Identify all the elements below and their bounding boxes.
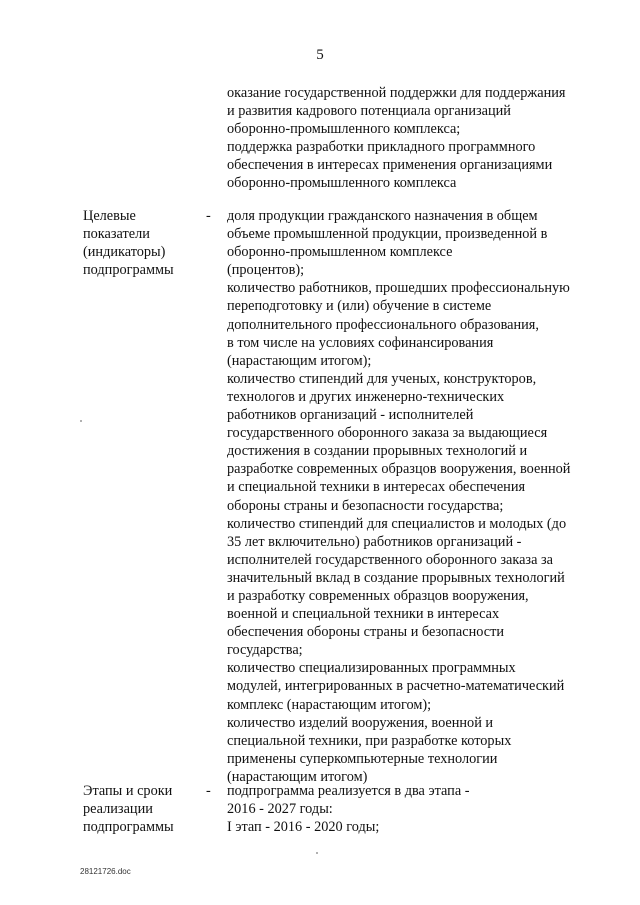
value-line: и специальной техники в интересах обеспечения <box>227 479 526 496</box>
label-line: реализации <box>83 801 153 818</box>
value-line: военной и специальной техники в интересах <box>227 606 500 623</box>
value-line: государства; <box>227 642 303 659</box>
value-line: обороны страны и безопасности государства; <box>227 497 504 514</box>
value-line: (нарастающим итогом); <box>227 352 372 369</box>
value-line: в том числе на условиях софинансирования <box>227 334 494 351</box>
value-line: (процентов); <box>227 262 305 279</box>
value-line: количество стипендий для специалистов и молодых (до <box>227 515 567 532</box>
text-line: обеспечения в интересах применения организациями <box>227 157 553 174</box>
label-line: Целевые <box>83 208 136 224</box>
label-line: Этапы и сроки <box>83 783 173 799</box>
continuation-text <box>227 84 607 193</box>
label-line: показатели <box>83 226 150 243</box>
text-line: оказание государственной поддержки для поддержания <box>227 85 566 101</box>
value-line: количество изделий вооружения, военной и <box>227 714 494 731</box>
value-line: технологов и других инженерно-технических <box>227 388 505 405</box>
file-name-footer: 28121726.doc <box>80 867 131 876</box>
value-line: применены суперкомпьютерные технологии <box>227 750 498 767</box>
text-line: оборонно-промышленного комплекса; <box>227 121 461 138</box>
section-label <box>83 207 203 279</box>
label-line: (индикаторы) <box>83 244 166 261</box>
value-line: количество стипендий для ученых, конструкторов, <box>227 370 537 387</box>
section-value <box>227 782 607 836</box>
section-dash: - <box>206 783 211 799</box>
value-line: работников организаций - исполнителей <box>227 407 474 424</box>
section-dash: - <box>206 208 211 224</box>
value-line: количество работников, прошедших профессиональную <box>227 280 570 297</box>
value-line: переподготовку и (или) обучение в системе <box>227 298 492 315</box>
page-number: 5 <box>316 47 324 63</box>
text-line: поддержка разработки прикладного программного <box>227 139 536 156</box>
value-line: 2016 - 2027 годы: <box>227 801 333 818</box>
value-line: исполнителей государственного оборонного заказа за <box>227 551 553 568</box>
label-line: подпрограммы <box>83 819 174 836</box>
section-value <box>227 207 607 786</box>
value-line: оборонно-промышленном комплексе <box>227 244 453 261</box>
text-line: оборонно-промышленного комплекса <box>227 175 457 192</box>
text-line: и развития кадрового потенциала организаций <box>227 103 511 120</box>
value-line: (нарастающим итогом) <box>227 768 368 785</box>
value-line: разработке современных образцов вооружения, военной <box>227 461 571 478</box>
value-line: модулей, интегрированных в расчетно-математический <box>227 678 565 695</box>
value-line: комплекс (нарастающим итогом); <box>227 696 432 713</box>
value-line: специальной техники, при разработке которых <box>227 732 512 749</box>
label-line: подпрограммы <box>83 262 174 279</box>
value-line: I этап - 2016 - 2020 годы; <box>227 819 380 836</box>
value-line: объеме промышленной продукции, произведенной в <box>227 226 548 243</box>
value-line: обеспечения обороны страны и безопасности <box>227 624 504 641</box>
value-line: значительный вклад в создание прорывных технологий <box>227 569 565 586</box>
value-line: и разработку современных образцов вооружения, <box>227 587 529 604</box>
value-line: подпрограмма реализуется в два этапа - <box>227 783 470 799</box>
value-line: количество специализированных программных <box>227 660 516 677</box>
value-line: доля продукции гражданского назначения в общем <box>227 208 538 224</box>
value-line: государственного оборонного заказа за выдающиеся <box>227 425 548 442</box>
section-label <box>83 782 203 836</box>
value-line: достижения в создании прорывных технологий и <box>227 443 528 460</box>
scan-speck <box>316 852 318 854</box>
value-line: 35 лет включительно) работников организаций - <box>227 533 522 550</box>
scan-speck <box>80 420 82 422</box>
value-line: дополнительного профессионального образования, <box>227 316 539 333</box>
